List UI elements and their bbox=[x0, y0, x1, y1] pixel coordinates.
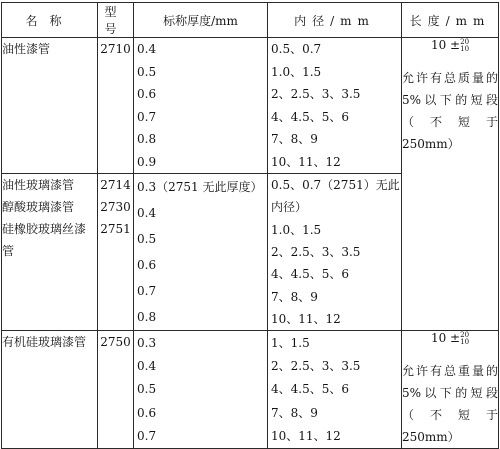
thickness-value: 0.8 bbox=[137, 310, 157, 324]
product-name-line: 油性玻璃漆管 bbox=[2, 178, 75, 192]
length-tolerance bbox=[402, 331, 498, 346]
inner-diameter-value: 10、11、12 bbox=[271, 311, 341, 326]
length-cell bbox=[402, 331, 499, 449]
thickness-value: 0.5 bbox=[137, 232, 157, 246]
inner-diameter-value: 7、8、9 bbox=[271, 405, 318, 420]
thickness-value: 0.9 bbox=[137, 154, 157, 169]
length-note: 允许有总质量的5%以下的短段（不短于250mm） bbox=[402, 70, 498, 151]
model-number: 2730 bbox=[100, 200, 131, 214]
thickness-value: 0.3（2751 无此厚度） bbox=[137, 180, 263, 194]
header-row bbox=[2, 3, 499, 38]
model-cell bbox=[98, 38, 134, 174]
tolerance-lower: 10 bbox=[460, 337, 470, 346]
tolerance-lower: 10 bbox=[460, 44, 470, 53]
inner-diameter-value: 7、8、9 bbox=[271, 132, 318, 147]
inner-diameter-value: 1.0、1.5 bbox=[271, 222, 322, 237]
model-cell bbox=[98, 174, 134, 331]
length-tolerance bbox=[402, 38, 498, 53]
header-length: 长度/mm bbox=[402, 3, 499, 38]
header-thickness: 标称厚度/mm bbox=[134, 3, 268, 38]
thickness-value: 0.4 bbox=[137, 206, 157, 220]
thickness-value: 0.6 bbox=[137, 258, 157, 272]
inner-diameter-value: 10、11、12 bbox=[271, 428, 341, 443]
inner-diameter-value: 内径） bbox=[271, 200, 308, 215]
inner-diameter-cell bbox=[268, 174, 402, 331]
product-name-line: 有机硅玻璃漆管 bbox=[2, 335, 87, 349]
product-name-line: 醇酸玻璃漆管 bbox=[2, 200, 75, 214]
inner-diameter-value: 2、2.5、3、3.5 bbox=[271, 244, 361, 259]
thickness-value: 0.4 bbox=[137, 358, 157, 373]
product-name-line: 油性漆管 bbox=[2, 42, 51, 56]
inner-diameter-value: 4、4.5、5、6 bbox=[271, 382, 349, 397]
inner-diameter-value: 4、4.5、5、6 bbox=[271, 109, 349, 124]
thickness-cell bbox=[134, 174, 268, 331]
tolerance-upper: 20 bbox=[460, 330, 470, 339]
model-number: 2714 bbox=[100, 178, 131, 192]
product-name-cell bbox=[2, 174, 98, 331]
length-base: 10 ± bbox=[430, 331, 461, 345]
product-name-cell bbox=[2, 331, 98, 449]
table-row-oil-varnish-tube bbox=[2, 38, 499, 174]
length-cell bbox=[402, 38, 499, 331]
inner-diameter-value: 2、2.5、3、3.5 bbox=[271, 87, 361, 102]
header-inner-diameter: 内径/mm bbox=[268, 3, 402, 38]
tolerance-upper: 20 bbox=[460, 37, 470, 46]
inner-diameter-cell bbox=[268, 331, 402, 449]
thickness-value: 0.3 bbox=[137, 335, 157, 350]
inner-diameter-value: 1.0、1.5 bbox=[271, 64, 322, 79]
inner-diameter-value: 4、4.5、5、6 bbox=[271, 267, 349, 282]
header-model: 型号 bbox=[98, 3, 134, 38]
model-cell bbox=[98, 331, 134, 449]
thickness-value: 0.7 bbox=[137, 428, 157, 443]
inner-diameter-cell bbox=[268, 38, 402, 174]
thickness-value: 0.4 bbox=[137, 42, 157, 57]
thickness-value: 0.5 bbox=[137, 382, 157, 397]
thickness-value: 0.7 bbox=[137, 109, 157, 124]
inner-diameter-value: 7、8、9 bbox=[271, 289, 318, 304]
thickness-value: 0.7 bbox=[137, 284, 157, 298]
inner-diameter-value: 2、2.5、3、3.5 bbox=[271, 358, 361, 373]
product-name-line: 管 bbox=[2, 244, 15, 258]
model-number: 2750 bbox=[100, 335, 131, 349]
thickness-value: 0.5 bbox=[137, 64, 157, 79]
thickness-cell bbox=[134, 38, 268, 174]
product-name-cell bbox=[2, 38, 98, 174]
thickness-value: 0.6 bbox=[137, 87, 157, 102]
model-number: 2751 bbox=[100, 222, 131, 236]
inner-diameter-value: 10、11、12 bbox=[271, 154, 341, 169]
inner-diameter-value: 0.5、0.7 bbox=[271, 42, 322, 57]
inner-diameter-value: 1、1.5 bbox=[271, 335, 310, 350]
thickness-value: 0.6 bbox=[137, 405, 157, 420]
thickness-cell bbox=[134, 331, 268, 449]
table-row-silicone-glass-varnish-tube bbox=[2, 331, 499, 449]
length-base: 10 ± bbox=[430, 38, 461, 52]
thickness-value: 0.8 bbox=[137, 132, 157, 147]
header-name: 名称 bbox=[2, 3, 98, 38]
length-note: 允许有总重量的5%以下的短段（不短于250mm） bbox=[402, 363, 498, 444]
model-number: 2710 bbox=[100, 42, 131, 56]
insulating-sleeve-spec-table bbox=[1, 2, 499, 449]
product-name-line: 硅橡胶玻璃丝漆 bbox=[2, 222, 87, 236]
inner-diameter-value: 0.5、0.7（2751）无此 bbox=[271, 178, 400, 193]
